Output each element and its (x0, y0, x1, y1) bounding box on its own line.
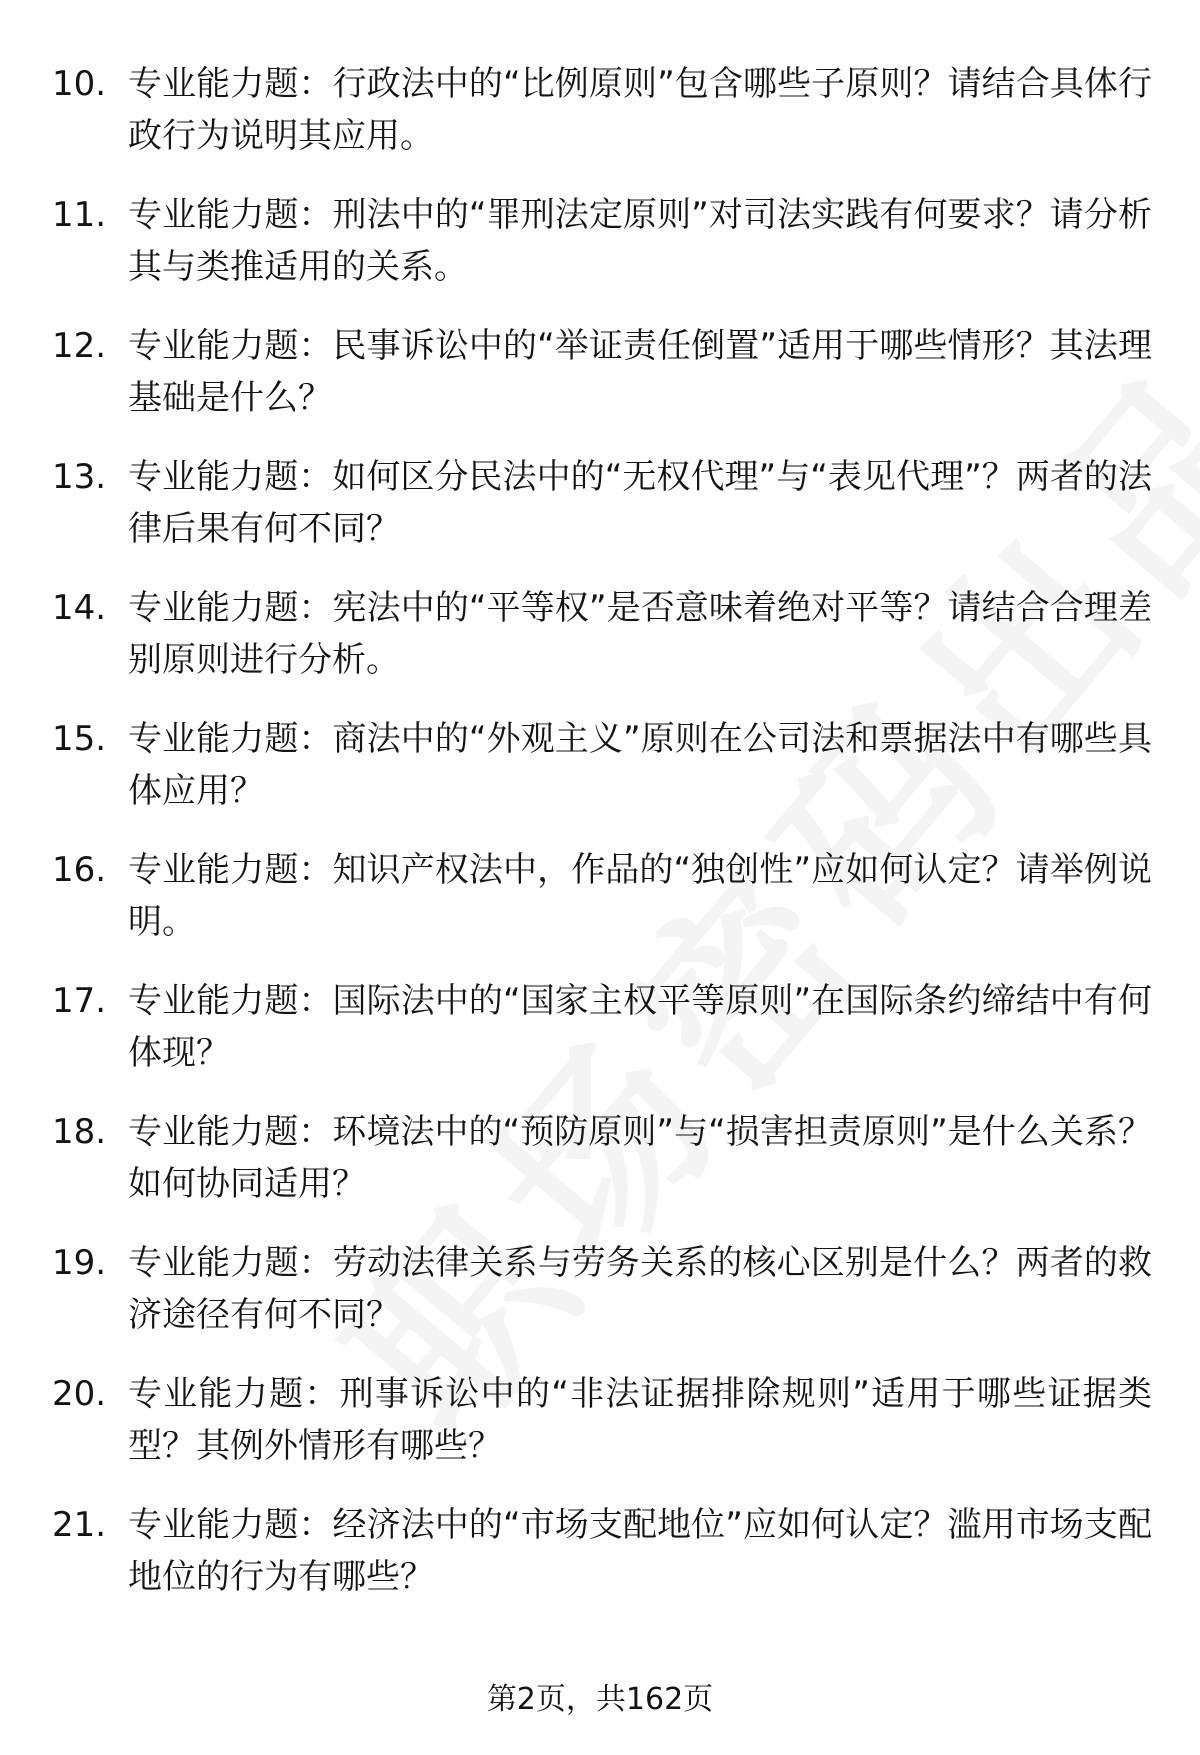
question-text: 专业能力题：刑事诉讼中的“非法证据排除规则”适用于哪些证据类型？其例外情形有哪些？ (128, 1374, 1152, 1466)
question-number: 19. (52, 1243, 107, 1283)
question-item (52, 975, 1152, 1106)
question-item (52, 1499, 1152, 1630)
question-number: 11. (52, 195, 107, 235)
question-item (52, 451, 1152, 582)
question-text: 专业能力题：商法中的“外观主义”原则在公司法和票据法中有哪些具体应用？ (128, 719, 1152, 811)
question-number: 13. (52, 457, 107, 497)
question-item (52, 1237, 1152, 1368)
question-text: 专业能力题：宪法中的“平等权”是否意味着绝对平等？请结合合理差别原则进行分析。 (128, 588, 1152, 680)
question-number: 21. (52, 1505, 107, 1545)
question-number: 20. (52, 1374, 107, 1414)
question-item (52, 844, 1152, 975)
question-text: 专业能力题：劳动法律关系与劳务关系的核心区别是什么？两者的救济途径有何不同？ (128, 1243, 1152, 1335)
question-text: 专业能力题：国际法中的“国家主权平等原则”在国际条约缔结中有何体现？ (128, 981, 1152, 1073)
question-number: 12. (52, 326, 107, 366)
question-item (52, 1368, 1152, 1499)
question-number: 16. (52, 850, 107, 890)
question-text: 专业能力题：民事诉讼中的“举证责任倒置”适用于哪些情形？其法理基础是什么？ (128, 326, 1152, 418)
question-item (52, 1106, 1152, 1237)
question-text: 专业能力题：知识产权法中，作品的“独创性”应如何认定？请举例说明。 (128, 850, 1152, 942)
page-number: 第2页，共162页 (486, 1682, 714, 1717)
question-number: 15. (52, 719, 107, 759)
question-item (52, 320, 1152, 451)
question-item (52, 189, 1152, 320)
question-number: 14. (52, 588, 107, 628)
question-text: 专业能力题：刑法中的“罪刑法定原则”对司法实践有何要求？请分析其与类推适用的关系。 (128, 195, 1152, 287)
question-list (52, 58, 1152, 1630)
question-text: 专业能力题：经济法中的“市场支配地位”应如何认定？滥用市场支配地位的行为有哪些？ (128, 1505, 1152, 1597)
question-number: 18. (52, 1112, 107, 1152)
question-item (52, 58, 1152, 189)
question-text: 专业能力题：环境法中的“预防原则”与“损害担责原则”是什么关系？如何协同适用？ (128, 1112, 1152, 1204)
question-text: 专业能力题：如何区分民法中的“无权代理”与“表见代理”？两者的法律后果有何不同？ (128, 457, 1152, 549)
question-item (52, 713, 1152, 844)
question-text: 专业能力题：行政法中的“比例原则”包含哪些子原则？请结合具体行政行为说明其应用。 (128, 64, 1152, 156)
question-number: 17. (52, 981, 107, 1021)
question-number: 10. (52, 64, 107, 104)
question-item (52, 582, 1152, 713)
